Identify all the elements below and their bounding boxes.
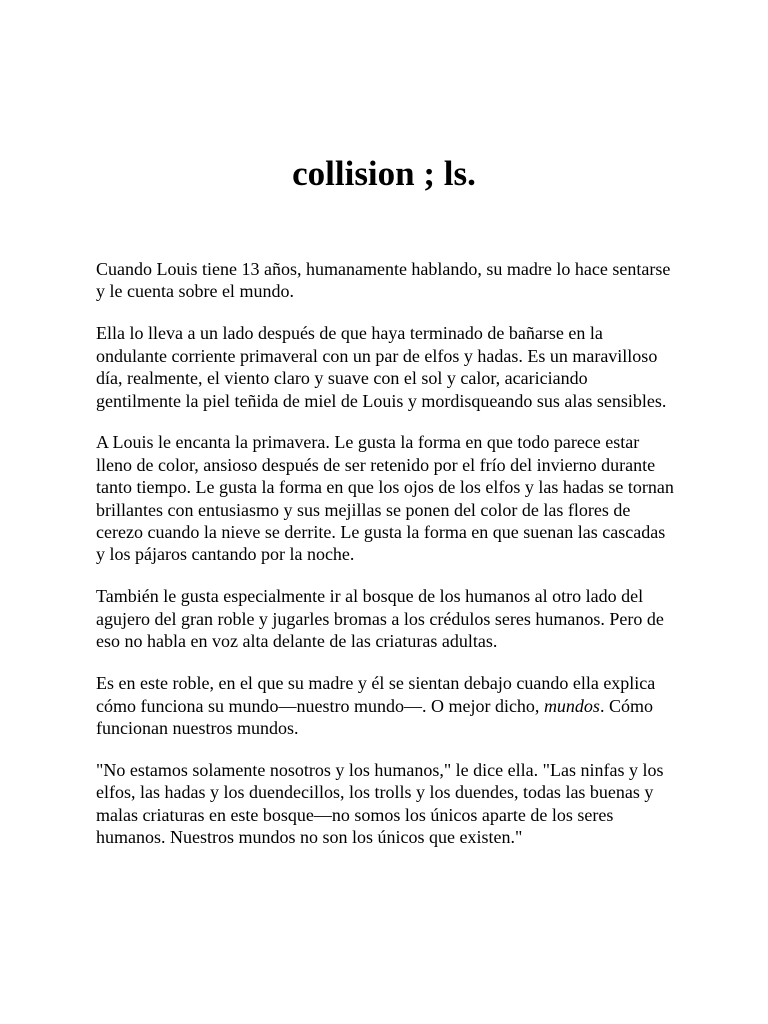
paragraph-5-text-after: . Cómo funcionan nuestros mundos. (96, 695, 653, 738)
paragraph-5-text-before: Es en este roble, en el que su madre y él se sientan debajo cuando ella explica cómo funciona su mundo—nuestro mundo—. O mejor dicho, (96, 673, 656, 716)
paragraph-2: Ella lo lleva a un lado después de que haya terminado de bañarse en la ondulante corriente primaveral con un par de elfos y hadas. Es un maravilloso día, realmente, el viento claro y suave con el sol y calor, acariciando gentilmente la piel teñida de miel de Louis y mordisqueando sus alas sensibles. (96, 323, 667, 411)
paragraph-1: Cuando Louis tiene 13 años, humanamente hablando, su madre lo hace sentarse y le cuenta sobre el mundo. (96, 259, 671, 302)
paragraph-5 (96, 672, 676, 739)
paragraph-6: "No estamos solamente nosotros y los humanos," le dice ella. "Las ninfas y los elfos, las hadas y los duendecillos, los trolls y los duendes, todas las buenas y malas criaturas en este bosque—no somos los únicos aparte de los seres humanos. Nuestros mundos no son los únicos que existen." (96, 759, 664, 848)
document-title: collision ; ls. (292, 154, 476, 193)
paragraph-4: También le gusta especialmente ir al bosque de los humanos al otro lado del agujero del gran roble y jugarles bromas a los crédulos seres humanos. Pero de eso no habla en voz alta delante de las criaturas adultas. (96, 586, 664, 652)
paragraph-3: A Louis le encanta la primavera. Le gusta la forma en que todo parece estar lleno de color, ansioso después de ser retenido por el frío del invierno durante tanto tiempo. Le gusta la forma en que los ojos de los elfos y las hadas se tornan brillantes con entusiasmo y sus mejillas se ponen del color de las flores de cerezo cuando la nieve se derrite. Le gusta la forma en que suenan las cascadas y los pájaros cantando por la noche. (96, 432, 674, 565)
paragraph-5-emphasis: mundos (543, 695, 600, 716)
document-body (96, 258, 676, 868)
